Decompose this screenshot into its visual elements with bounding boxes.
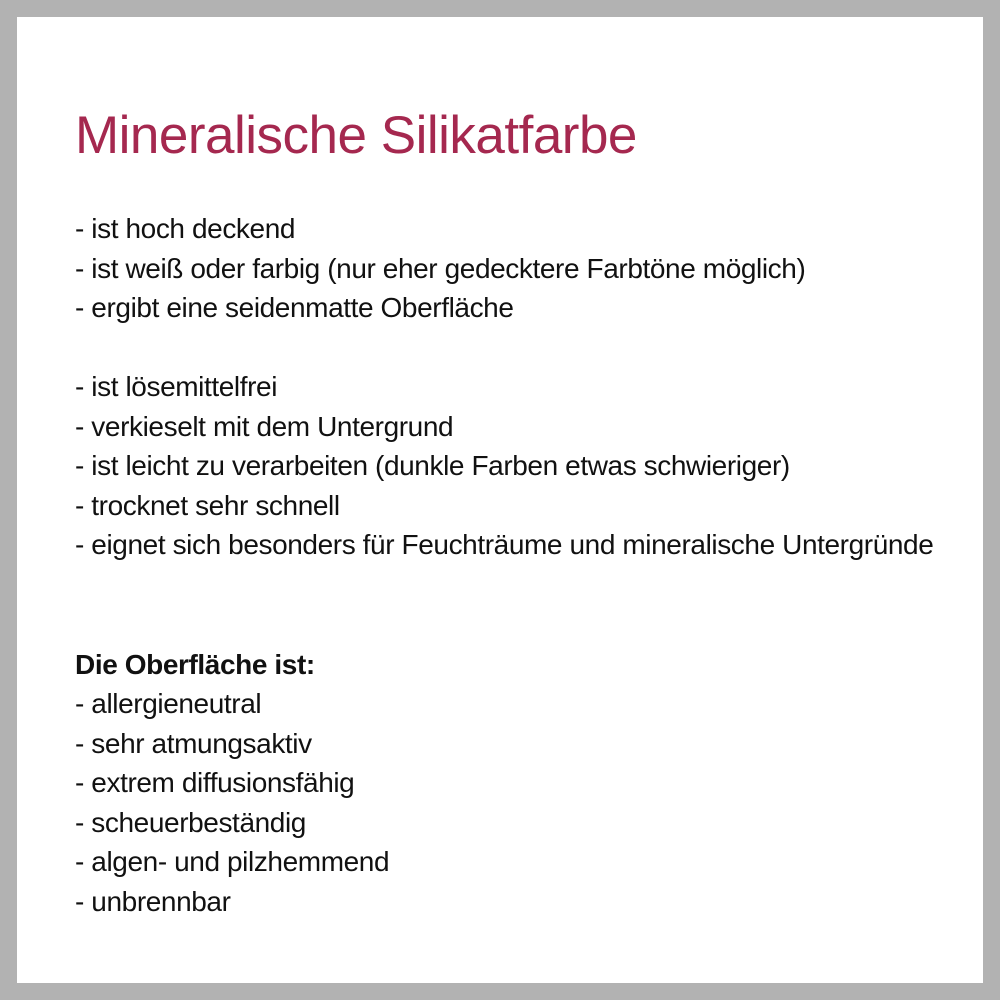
list-item: - ist hoch deckend	[75, 213, 296, 244]
content-panel	[17, 17, 983, 983]
page-title: Mineralische Silikatfarbe	[75, 106, 637, 165]
properties-list-1	[75, 209, 805, 328]
list-item: - algen- und pilzhemmend	[75, 846, 390, 877]
list-item: - sehr atmungsaktiv	[75, 727, 312, 759]
list-item: - scheuerbeständig	[75, 806, 306, 838]
list-item: - unbrennbar	[75, 885, 231, 917]
surface-heading: Die Oberfläche ist:	[75, 649, 315, 680]
list-item: - allergieneutral	[75, 688, 262, 719]
list-item: - eignet sich besonders für Feuchträume und mineralische Untergründe	[75, 529, 934, 560]
surface-properties-list	[75, 684, 389, 921]
list-item: - ist lösemittelfrei	[75, 371, 278, 402]
properties-list-2	[75, 367, 933, 565]
list-item: - ergibt eine seidenmatte Oberfläche	[75, 292, 514, 323]
list-item: - verkieselt mit dem Untergrund	[75, 410, 454, 442]
list-item: - ist weiß oder farbig (nur eher gedecktere Farbtöne möglich)	[75, 252, 806, 284]
list-item: - extrem diffusionsfähig	[75, 767, 355, 798]
list-item: - ist leicht zu verarbeiten (dunkle Farben etwas schwieriger)	[75, 450, 790, 481]
list-item: - trocknet sehr schnell	[75, 489, 340, 521]
